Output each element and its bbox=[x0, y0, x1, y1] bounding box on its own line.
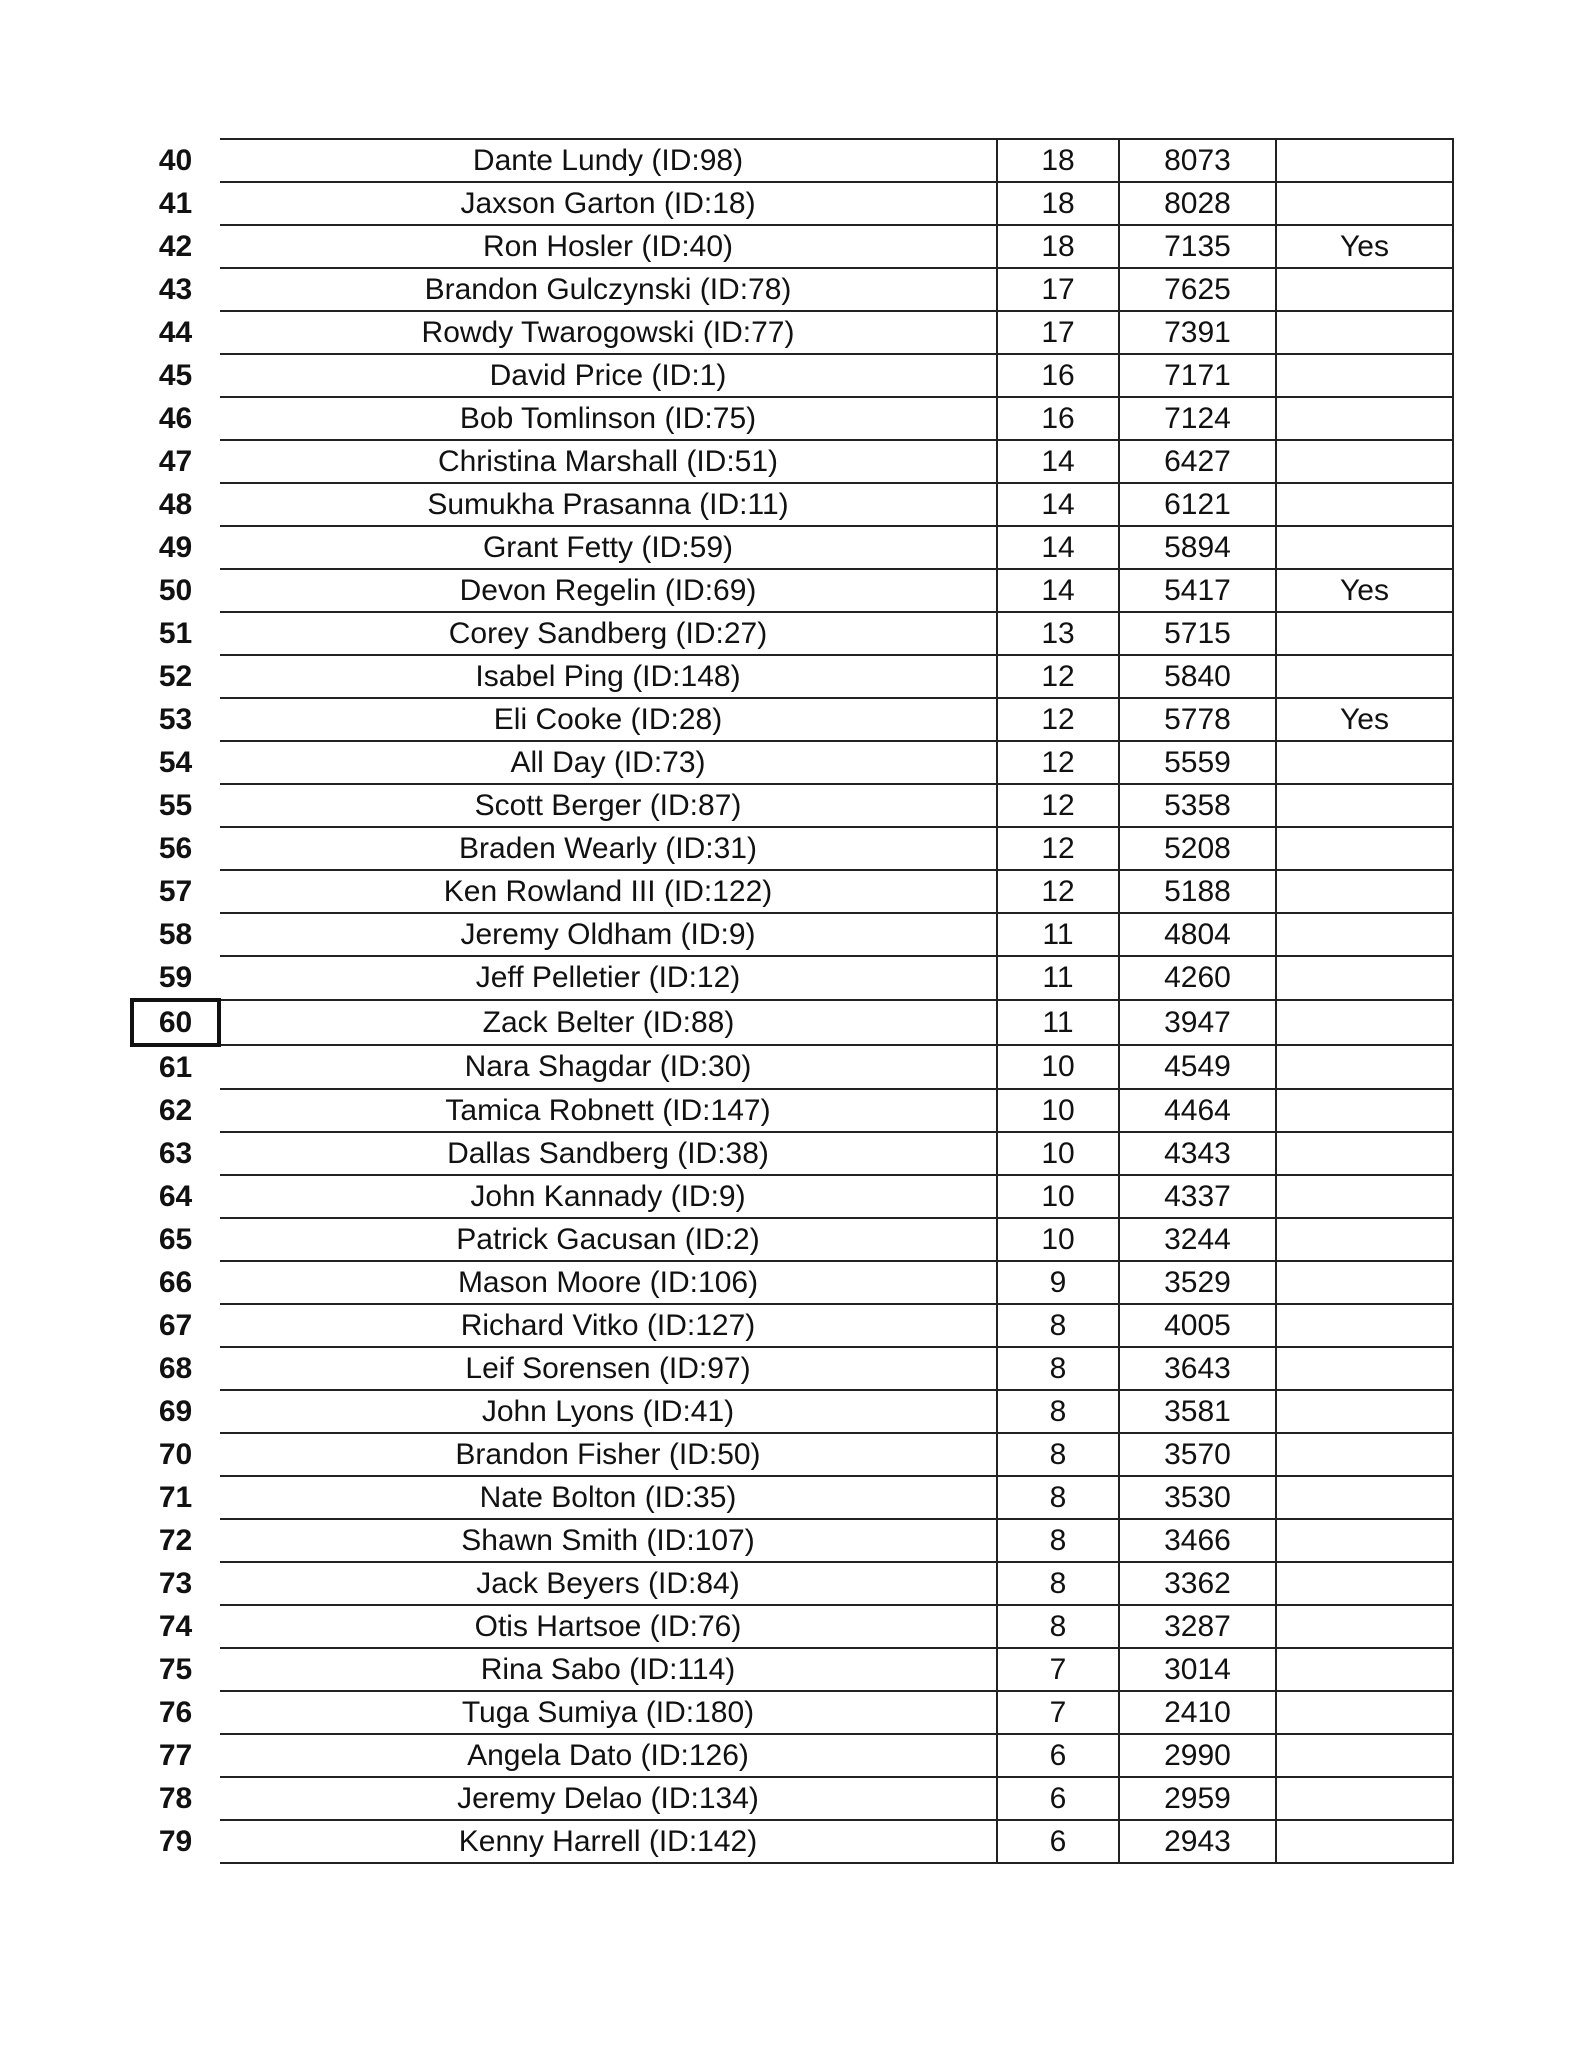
flag-cell bbox=[1276, 1390, 1453, 1433]
count-cell: 6 bbox=[997, 1734, 1119, 1777]
score-cell: 3529 bbox=[1119, 1261, 1276, 1304]
flag-cell bbox=[1276, 1175, 1453, 1218]
name-cell: Mason Moore (ID:106) bbox=[219, 1261, 997, 1304]
rank-cell[interactable]: 64 bbox=[158, 1179, 193, 1213]
score-cell: 5188 bbox=[1119, 870, 1276, 913]
name-cell: Bob Tomlinson (ID:75) bbox=[219, 397, 997, 440]
name-cell: Sumukha Prasanna (ID:11) bbox=[219, 483, 997, 526]
rank-cell[interactable]: 74 bbox=[158, 1609, 193, 1643]
score-cell: 2959 bbox=[1119, 1777, 1276, 1820]
table-row bbox=[132, 913, 1453, 956]
score-cell: 5894 bbox=[1119, 526, 1276, 569]
table-row bbox=[132, 311, 1453, 354]
flag-cell bbox=[1276, 1562, 1453, 1605]
name-cell: Rowdy Twarogowski (ID:77) bbox=[219, 311, 997, 354]
count-cell: 6 bbox=[997, 1777, 1119, 1820]
name-cell: All Day (ID:73) bbox=[219, 741, 997, 784]
count-cell: 16 bbox=[997, 397, 1119, 440]
rank-cell[interactable]: 44 bbox=[158, 315, 193, 349]
count-cell: 8 bbox=[997, 1433, 1119, 1476]
table-row bbox=[132, 225, 1453, 268]
flag-cell: Yes bbox=[1276, 698, 1453, 741]
flag-cell bbox=[1276, 1347, 1453, 1390]
flag-cell bbox=[1276, 182, 1453, 225]
score-cell: 3466 bbox=[1119, 1519, 1276, 1562]
rank-cell[interactable]: 72 bbox=[158, 1523, 193, 1557]
table-row bbox=[132, 1132, 1453, 1175]
flag-cell bbox=[1276, 268, 1453, 311]
flag-cell bbox=[1276, 1218, 1453, 1261]
count-cell: 14 bbox=[997, 440, 1119, 483]
score-cell: 3581 bbox=[1119, 1390, 1276, 1433]
standings-sheet bbox=[130, 138, 1454, 1864]
score-cell: 8028 bbox=[1119, 182, 1276, 225]
flag-cell bbox=[1276, 827, 1453, 870]
count-cell: 8 bbox=[997, 1519, 1119, 1562]
flag-cell bbox=[1276, 1000, 1453, 1045]
name-cell: John Lyons (ID:41) bbox=[219, 1390, 997, 1433]
table-row bbox=[132, 268, 1453, 311]
flag-cell bbox=[1276, 354, 1453, 397]
table-row bbox=[132, 655, 1453, 698]
rank-cell[interactable]: 76 bbox=[158, 1695, 193, 1729]
score-cell: 4343 bbox=[1119, 1132, 1276, 1175]
rank-cell[interactable]: 54 bbox=[158, 745, 193, 779]
table-row bbox=[132, 1648, 1453, 1691]
table-row bbox=[132, 1519, 1453, 1562]
count-cell: 12 bbox=[997, 698, 1119, 741]
score-cell: 3530 bbox=[1119, 1476, 1276, 1519]
table-row bbox=[132, 1820, 1453, 1863]
name-cell: Otis Hartsoe (ID:76) bbox=[219, 1605, 997, 1648]
table-row bbox=[132, 1089, 1453, 1132]
rank-cell[interactable]: 71 bbox=[158, 1480, 193, 1514]
score-cell: 3947 bbox=[1119, 1000, 1276, 1045]
count-cell: 12 bbox=[997, 870, 1119, 913]
table-row bbox=[132, 1433, 1453, 1476]
rank-cell[interactable]: 50 bbox=[158, 573, 193, 607]
count-cell: 17 bbox=[997, 268, 1119, 311]
rank-cell[interactable]: 42 bbox=[158, 229, 193, 263]
flag-cell bbox=[1276, 956, 1453, 1000]
count-cell: 11 bbox=[997, 1000, 1119, 1045]
flag-cell bbox=[1276, 655, 1453, 698]
rank-cell[interactable]: 47 bbox=[158, 444, 193, 478]
score-cell: 4005 bbox=[1119, 1304, 1276, 1347]
flag-cell bbox=[1276, 397, 1453, 440]
table-row bbox=[132, 784, 1453, 827]
name-cell: Devon Regelin (ID:69) bbox=[219, 569, 997, 612]
count-cell: 18 bbox=[997, 182, 1119, 225]
count-cell: 10 bbox=[997, 1089, 1119, 1132]
count-cell: 10 bbox=[997, 1045, 1119, 1089]
table-row bbox=[132, 1390, 1453, 1433]
score-cell: 7171 bbox=[1119, 354, 1276, 397]
table-row bbox=[132, 1734, 1453, 1777]
table-row bbox=[132, 1691, 1453, 1734]
name-cell: Isabel Ping (ID:148) bbox=[219, 655, 997, 698]
table-row bbox=[132, 182, 1453, 225]
flag-cell bbox=[1276, 483, 1453, 526]
rank-cell[interactable]: 77 bbox=[158, 1738, 193, 1772]
rank-cell[interactable]: 70 bbox=[158, 1437, 193, 1471]
flag-cell bbox=[1276, 440, 1453, 483]
flag-cell bbox=[1276, 913, 1453, 956]
flag-cell bbox=[1276, 1089, 1453, 1132]
count-cell: 8 bbox=[997, 1347, 1119, 1390]
count-cell: 18 bbox=[997, 225, 1119, 268]
score-cell: 2410 bbox=[1119, 1691, 1276, 1734]
count-cell: 17 bbox=[997, 311, 1119, 354]
rank-cell[interactable]: 48 bbox=[158, 487, 193, 521]
score-cell: 3244 bbox=[1119, 1218, 1276, 1261]
flag-cell bbox=[1276, 1605, 1453, 1648]
standings-rows bbox=[132, 139, 1453, 1863]
name-cell: Jeff Pelletier (ID:12) bbox=[219, 956, 997, 1000]
rank-cell[interactable]: 65 bbox=[158, 1222, 193, 1256]
score-cell: 4804 bbox=[1119, 913, 1276, 956]
name-cell: Ken Rowland III (ID:122) bbox=[219, 870, 997, 913]
count-cell: 12 bbox=[997, 827, 1119, 870]
score-cell: 3014 bbox=[1119, 1648, 1276, 1691]
count-cell: 10 bbox=[997, 1175, 1119, 1218]
name-cell: Tuga Sumiya (ID:180) bbox=[219, 1691, 997, 1734]
table-row bbox=[132, 1175, 1453, 1218]
name-cell: Dallas Sandberg (ID:38) bbox=[219, 1132, 997, 1175]
flag-cell: Yes bbox=[1276, 225, 1453, 268]
count-cell: 9 bbox=[997, 1261, 1119, 1304]
rank-cell[interactable]: 59 bbox=[158, 960, 193, 994]
flag-cell bbox=[1276, 526, 1453, 569]
count-cell: 12 bbox=[997, 741, 1119, 784]
table-row bbox=[132, 698, 1453, 741]
score-cell: 5358 bbox=[1119, 784, 1276, 827]
table-row bbox=[132, 1605, 1453, 1648]
table-row bbox=[132, 569, 1453, 612]
count-cell: 6 bbox=[997, 1820, 1119, 1863]
count-cell: 14 bbox=[997, 526, 1119, 569]
score-cell: 5559 bbox=[1119, 741, 1276, 784]
flag-cell bbox=[1276, 1691, 1453, 1734]
rank-cell[interactable]: 40 bbox=[158, 143, 193, 177]
name-cell: Patrick Gacusan (ID:2) bbox=[219, 1218, 997, 1261]
count-cell: 14 bbox=[997, 483, 1119, 526]
name-cell: Jeremy Oldham (ID:9) bbox=[219, 913, 997, 956]
table-row bbox=[132, 526, 1453, 569]
score-cell: 3643 bbox=[1119, 1347, 1276, 1390]
name-cell: Richard Vitko (ID:127) bbox=[219, 1304, 997, 1347]
name-cell: Christina Marshall (ID:51) bbox=[219, 440, 997, 483]
count-cell: 18 bbox=[997, 139, 1119, 182]
table-row bbox=[132, 1000, 1453, 1045]
rank-cell[interactable]: 41 bbox=[158, 186, 193, 220]
score-cell: 5715 bbox=[1119, 612, 1276, 655]
score-cell: 7625 bbox=[1119, 268, 1276, 311]
name-cell: Dante Lundy (ID:98) bbox=[219, 139, 997, 182]
flag-cell bbox=[1276, 612, 1453, 655]
name-cell: Scott Berger (ID:87) bbox=[219, 784, 997, 827]
rank-cell[interactable]: 79 bbox=[158, 1824, 193, 1858]
count-cell: 16 bbox=[997, 354, 1119, 397]
count-cell: 12 bbox=[997, 784, 1119, 827]
table-row bbox=[132, 1304, 1453, 1347]
score-cell: 2990 bbox=[1119, 1734, 1276, 1777]
rank-cell[interactable]: 62 bbox=[158, 1093, 193, 1127]
selected-rank-cell[interactable]: 60 bbox=[132, 1000, 219, 1045]
name-cell: David Price (ID:1) bbox=[219, 354, 997, 397]
rank-cell[interactable]: 61 bbox=[158, 1050, 193, 1084]
rank-cell[interactable]: 56 bbox=[158, 831, 193, 865]
flag-cell bbox=[1276, 1433, 1453, 1476]
flag-cell bbox=[1276, 1476, 1453, 1519]
score-cell: 4549 bbox=[1119, 1045, 1276, 1089]
name-cell: Shawn Smith (ID:107) bbox=[219, 1519, 997, 1562]
rank-cell[interactable]: 58 bbox=[158, 917, 193, 951]
rank-cell[interactable]: 52 bbox=[158, 659, 193, 693]
table-row bbox=[132, 139, 1453, 182]
rank-cell[interactable]: 55 bbox=[158, 788, 193, 822]
flag-cell bbox=[1276, 311, 1453, 354]
table-row bbox=[132, 827, 1453, 870]
name-cell: Grant Fetty (ID:59) bbox=[219, 526, 997, 569]
count-cell: 8 bbox=[997, 1304, 1119, 1347]
rank-cell[interactable]: 45 bbox=[158, 358, 193, 392]
count-cell: 11 bbox=[997, 913, 1119, 956]
table-row bbox=[132, 483, 1453, 526]
rank-cell[interactable]: 51 bbox=[158, 616, 193, 650]
rank-cell[interactable]: 43 bbox=[158, 272, 193, 306]
rank-cell[interactable]: 49 bbox=[158, 530, 193, 564]
table-row bbox=[132, 354, 1453, 397]
name-cell: Jaxson Garton (ID:18) bbox=[219, 182, 997, 225]
name-cell: Zack Belter (ID:88) bbox=[219, 1000, 997, 1045]
score-cell: 5778 bbox=[1119, 698, 1276, 741]
name-cell: Brandon Gulczynski (ID:78) bbox=[219, 268, 997, 311]
standings-table bbox=[130, 138, 1454, 1864]
count-cell: 11 bbox=[997, 956, 1119, 1000]
name-cell: Braden Wearly (ID:31) bbox=[219, 827, 997, 870]
table-row bbox=[132, 1218, 1453, 1261]
score-cell: 4260 bbox=[1119, 956, 1276, 1000]
name-cell: Leif Sorensen (ID:97) bbox=[219, 1347, 997, 1390]
score-cell: 6427 bbox=[1119, 440, 1276, 483]
score-cell: 3570 bbox=[1119, 1433, 1276, 1476]
flag-cell bbox=[1276, 1820, 1453, 1863]
flag-cell bbox=[1276, 1045, 1453, 1089]
name-cell: Ron Hosler (ID:40) bbox=[219, 225, 997, 268]
score-cell: 3287 bbox=[1119, 1605, 1276, 1648]
name-cell: Angela Dato (ID:126) bbox=[219, 1734, 997, 1777]
score-cell: 7391 bbox=[1119, 311, 1276, 354]
rank-cell[interactable]: 67 bbox=[158, 1308, 193, 1342]
name-cell: Kenny Harrell (ID:142) bbox=[219, 1820, 997, 1863]
count-cell: 10 bbox=[997, 1218, 1119, 1261]
name-cell: Jack Beyers (ID:84) bbox=[219, 1562, 997, 1605]
count-cell: 8 bbox=[997, 1390, 1119, 1433]
flag-cell bbox=[1276, 1519, 1453, 1562]
flag-cell bbox=[1276, 1777, 1453, 1820]
name-cell: Nara Shagdar (ID:30) bbox=[219, 1045, 997, 1089]
score-cell: 3362 bbox=[1119, 1562, 1276, 1605]
count-cell: 7 bbox=[997, 1691, 1119, 1734]
score-cell: 2943 bbox=[1119, 1820, 1276, 1863]
count-cell: 8 bbox=[997, 1476, 1119, 1519]
rank-cell[interactable]: 75 bbox=[158, 1652, 193, 1686]
count-cell: 7 bbox=[997, 1648, 1119, 1691]
table-row bbox=[132, 1045, 1453, 1089]
name-cell: Corey Sandberg (ID:27) bbox=[219, 612, 997, 655]
table-row bbox=[132, 612, 1453, 655]
flag-cell bbox=[1276, 741, 1453, 784]
flag-cell bbox=[1276, 1734, 1453, 1777]
table-row bbox=[132, 1347, 1453, 1390]
table-row bbox=[132, 956, 1453, 1000]
flag-cell bbox=[1276, 870, 1453, 913]
score-cell: 8073 bbox=[1119, 139, 1276, 182]
rank-cell[interactable]: 69 bbox=[158, 1394, 193, 1428]
score-cell: 5417 bbox=[1119, 569, 1276, 612]
flag-cell bbox=[1276, 784, 1453, 827]
count-cell: 8 bbox=[997, 1605, 1119, 1648]
score-cell: 4337 bbox=[1119, 1175, 1276, 1218]
score-cell: 7135 bbox=[1119, 225, 1276, 268]
count-cell: 14 bbox=[997, 569, 1119, 612]
table-row bbox=[132, 1476, 1453, 1519]
rank-cell[interactable]: 53 bbox=[158, 702, 193, 736]
flag-cell bbox=[1276, 1304, 1453, 1347]
name-cell: Jeremy Delao (ID:134) bbox=[219, 1777, 997, 1820]
flag-cell bbox=[1276, 1132, 1453, 1175]
table-row bbox=[132, 1777, 1453, 1820]
count-cell: 13 bbox=[997, 612, 1119, 655]
name-cell: Nate Bolton (ID:35) bbox=[219, 1476, 997, 1519]
table-row bbox=[132, 440, 1453, 483]
rank-cell[interactable]: 57 bbox=[158, 874, 193, 908]
table-row bbox=[132, 870, 1453, 913]
table-row bbox=[132, 741, 1453, 784]
flag-cell bbox=[1276, 1261, 1453, 1304]
score-cell: 7124 bbox=[1119, 397, 1276, 440]
count-cell: 12 bbox=[997, 655, 1119, 698]
flag-cell: Yes bbox=[1276, 569, 1453, 612]
table-row bbox=[132, 1562, 1453, 1605]
name-cell: John Kannady (ID:9) bbox=[219, 1175, 997, 1218]
rank-cell[interactable]: 63 bbox=[158, 1136, 193, 1170]
score-cell: 5840 bbox=[1119, 655, 1276, 698]
count-cell: 10 bbox=[997, 1132, 1119, 1175]
count-cell: 8 bbox=[997, 1562, 1119, 1605]
score-cell: 5208 bbox=[1119, 827, 1276, 870]
rank-cell[interactable]: 66 bbox=[158, 1265, 193, 1299]
name-cell: Tamica Robnett (ID:147) bbox=[219, 1089, 997, 1132]
rank-cell[interactable]: 68 bbox=[158, 1351, 193, 1385]
rank-cell[interactable]: 46 bbox=[158, 401, 193, 435]
rank-cell[interactable]: 78 bbox=[158, 1781, 193, 1815]
flag-cell bbox=[1276, 1648, 1453, 1691]
score-cell: 6121 bbox=[1119, 483, 1276, 526]
name-cell: Rina Sabo (ID:114) bbox=[219, 1648, 997, 1691]
table-row bbox=[132, 397, 1453, 440]
score-cell: 4464 bbox=[1119, 1089, 1276, 1132]
name-cell: Brandon Fisher (ID:50) bbox=[219, 1433, 997, 1476]
rank-cell[interactable]: 73 bbox=[158, 1566, 193, 1600]
table-row bbox=[132, 1261, 1453, 1304]
name-cell: Eli Cooke (ID:28) bbox=[219, 698, 997, 741]
flag-cell bbox=[1276, 139, 1453, 182]
